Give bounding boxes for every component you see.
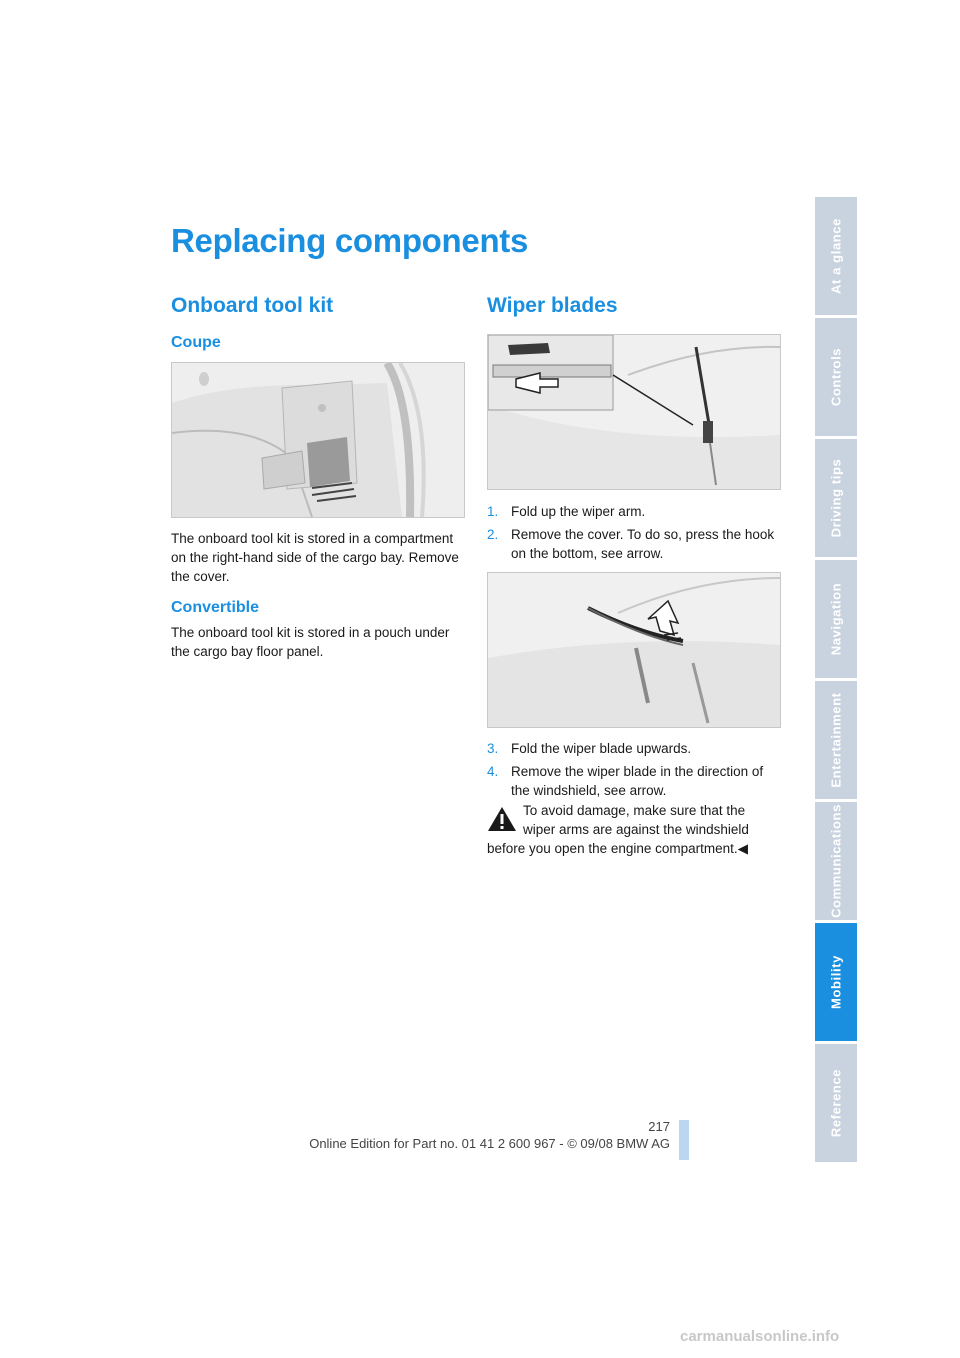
tab-entertainment[interactable]: [815, 681, 857, 799]
section-heading-tool-kit: Onboard tool kit: [171, 294, 334, 317]
watermark: carmanualsonline.info: [680, 1328, 840, 1345]
tab-at-a-glance[interactable]: [815, 197, 857, 315]
tab-label: Navigation: [828, 582, 844, 656]
step-text: Remove the wiper blade in the direction of the windshield, see arrow.: [511, 764, 764, 798]
section-heading-wiper-blades: Wiper blades: [487, 294, 618, 317]
step-number: 4.: [487, 764, 499, 779]
step-1: [487, 502, 777, 521]
wiper-cover-illustration: [487, 334, 781, 490]
tab-label: Reference: [828, 1068, 844, 1138]
wiper-blade-illustration: [487, 572, 781, 728]
coupe-description: The onboard tool kit is stored in a compartment on the right-hand side of the cargo bay. Remove the cover.: [171, 531, 459, 584]
subheading-convertible: Convertible: [171, 599, 260, 616]
step-4: [487, 762, 777, 800]
warning-note: [487, 801, 777, 858]
tab-label: Controls: [828, 347, 844, 407]
tab-navigation[interactable]: [815, 560, 857, 678]
step-number: 1.: [487, 504, 499, 519]
tool-kit-compartment-illustration: [171, 362, 465, 518]
tab-reference[interactable]: [815, 1044, 857, 1162]
tab-label: Mobility: [828, 955, 844, 1009]
warning-line: before you open the engine compartment.: [487, 841, 738, 856]
convertible-description: The onboard tool kit is stored in a pouch under the cargo bay floor panel.: [171, 625, 450, 659]
step-3: [487, 739, 777, 758]
subheading-coupe: Coupe: [171, 334, 221, 351]
tab-label: Driving tips: [828, 458, 844, 538]
page-title: Replacing components: [171, 222, 529, 259]
step-text: Remove the cover. To do so, press the hook on the bottom, see arrow.: [511, 527, 775, 561]
tab-label: At a glance: [828, 218, 844, 294]
tab-communications[interactable]: [815, 802, 857, 920]
side-navigation: [815, 197, 857, 1165]
page-number: 217: [648, 1119, 670, 1134]
tab-label: Communications: [828, 804, 844, 918]
warning-line: To avoid damage, make sure that the: [523, 803, 746, 818]
tab-controls[interactable]: [815, 318, 857, 436]
end-marker-icon: ◀: [737, 841, 749, 856]
step-2: [487, 525, 777, 563]
step-text: Fold the wiper blade upwards.: [511, 741, 692, 756]
tab-driving-tips[interactable]: [815, 439, 857, 557]
warning-line: wiper arms are against the windshield: [523, 822, 749, 837]
step-text: Fold up the wiper arm.: [511, 504, 646, 519]
step-number: 2.: [487, 527, 499, 542]
tab-label: Entertainment: [828, 692, 844, 788]
page-marker-bar: [679, 1120, 689, 1160]
tab-mobility[interactable]: [815, 923, 857, 1041]
footer-edition: Online Edition for Part no. 01 41 2 600 967 - © 09/08 BMW AG: [309, 1136, 670, 1151]
step-number: 3.: [487, 741, 499, 756]
